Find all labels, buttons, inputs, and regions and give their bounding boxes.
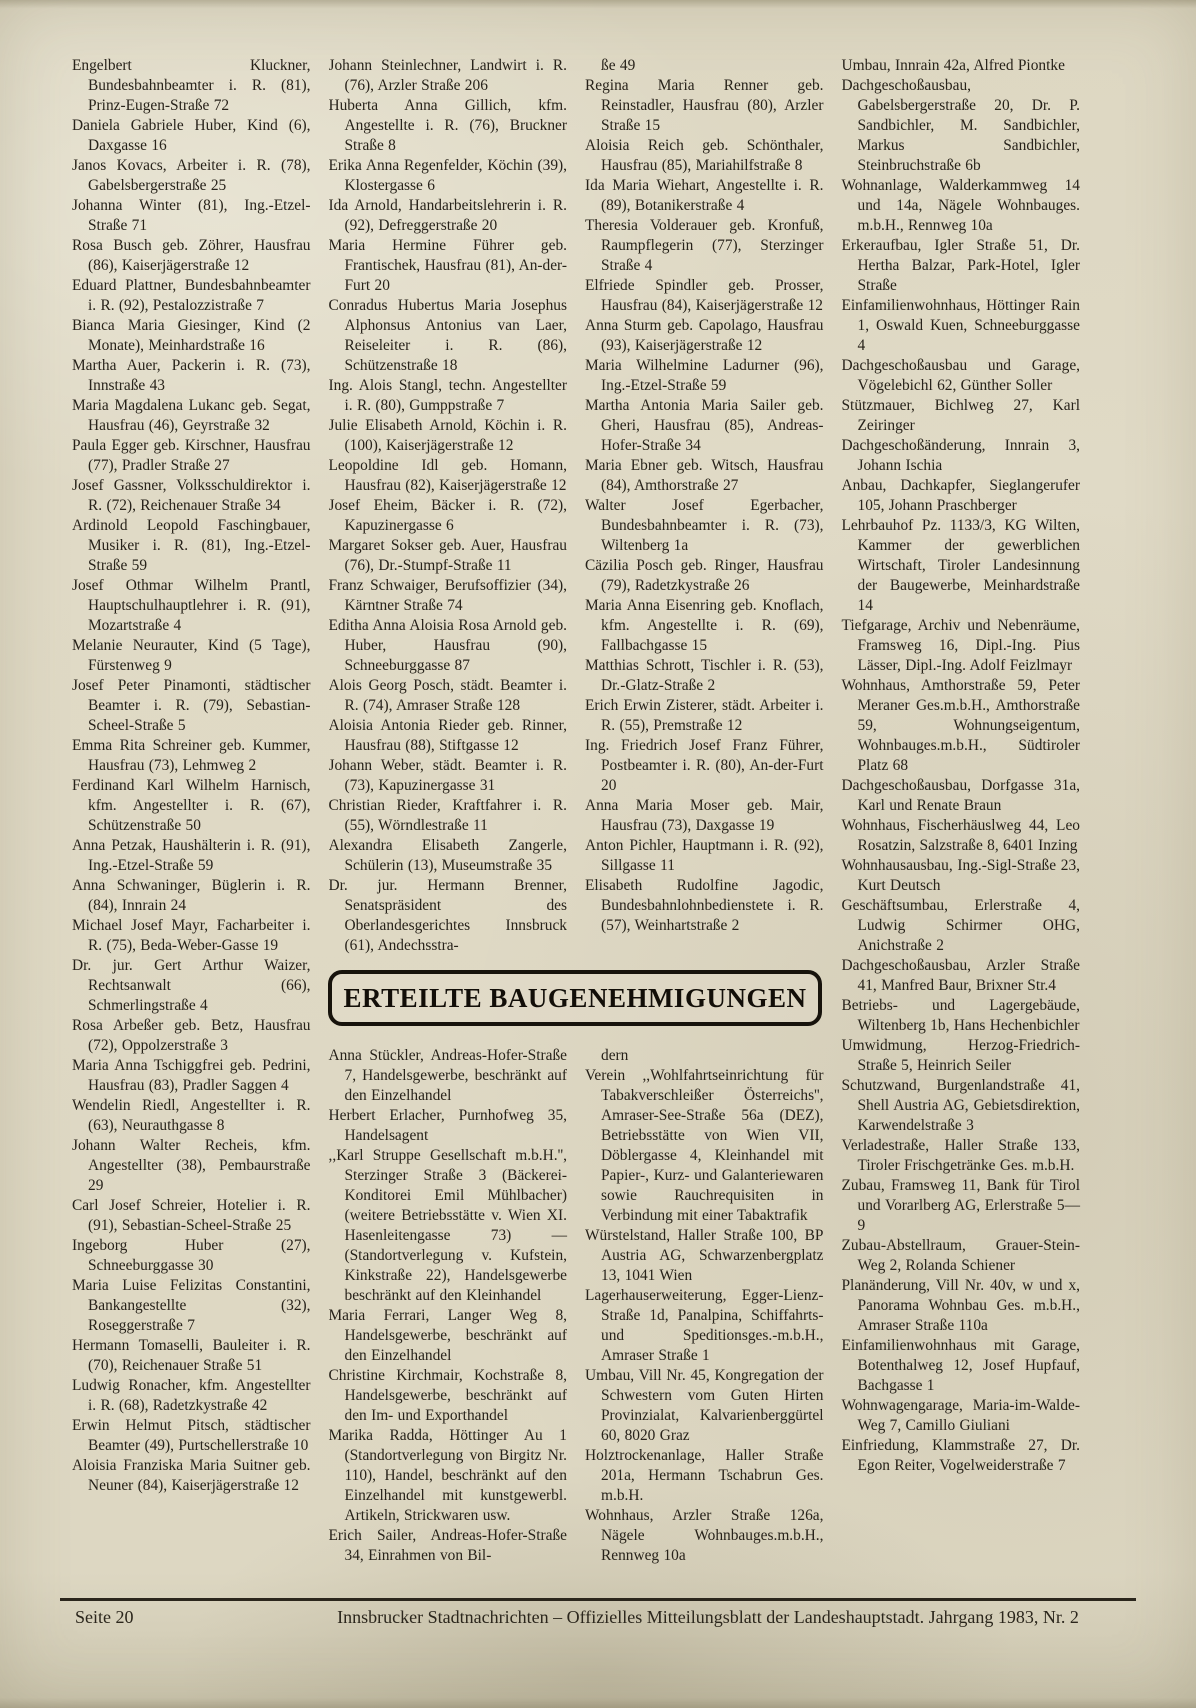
registry-record: Huberta Anna Gillich, kfm. Angestellte i. R. (76), Bruckner Straße 8	[328, 97, 567, 154]
registry-record: Editha Anna Aloisia Rosa Arnold geb. Huber, Hausfrau (90), Schneeburggasse 87	[328, 617, 567, 674]
registry-record: Anna Sturm geb. Capolago, Hausfrau (93), Kaiserjägerstraße 12	[585, 317, 824, 354]
registry-record: Anna Maria Moser geb. Mair, Hausfrau (73), Daxgasse 19	[585, 797, 824, 834]
registry-record: Maria Luise Felizitas Constantini, Bankangestellte (32), Roseggerstraße 7	[72, 1277, 311, 1334]
registry-record: Leopoldine Idl geb. Homann, Hausfrau (82), Kaiserjägerstraße 12	[328, 457, 567, 494]
building-permit-record: Lagerhauserweiterung, Egger-Lienz-Straße 1d, Panalpina, Schiffahrts- und Speditionsges.-m.b.H., Amraser Straße 1	[585, 1287, 824, 1364]
registry-record: Christian Rieder, Kraftfahrer i. R. (55), Wörndlestraße 11	[328, 797, 567, 834]
registry-record: Martha Antonia Maria Sailer geb. Gheri, Hausfrau (85), Andreas-Hofer-Straße 34	[585, 397, 824, 454]
registry-record: Erwin Helmut Pitsch, städtischer Beamter (49), Purtschellerstraße 10	[72, 1417, 311, 1454]
building-permit-record: dern	[601, 1047, 629, 1064]
column-2-permits	[329, 1046, 568, 1566]
registry-record: Anton Pichler, Hauptmann i. R. (92), Sillgasse 11	[585, 837, 824, 874]
registry-record: Regina Maria Renner geb. Reinstadler, Hausfrau (80), Arzler Straße 15	[585, 77, 824, 134]
registry-record: Aloisia Reich geb. Schönthaler, Hausfrau (85), Mariahilfstraße 8	[585, 137, 824, 174]
registry-record: Johann Walter Recheis, kfm. Angestellter (38), Pembaurstraße 29	[72, 1137, 311, 1194]
registry-record: Johann Weber, städt. Beamter i. R. (73), Kapuzinergasse 31	[328, 757, 567, 794]
registry-record: Bianca Maria Giesinger, Kind (2 Monate), Meinhardstraße 16	[72, 317, 311, 354]
registry-record: Melanie Neurauter, Kind (5 Tage), Fürstenweg 9	[72, 637, 311, 674]
building-permit-record: Anna Stückler, Andreas-Hofer-Straße 7, Handelsgewerbe, beschränkt auf den Einzelhandel	[328, 1047, 567, 1104]
registry-record: Carl Josef Schreier, Hotelier i. R. (91), Sebastian-Scheel-Straße 25	[72, 1197, 311, 1234]
building-permit-record: Maria Ferrari, Langer Weg 8, Handelsgewerbe, beschränkt auf den Einzelhandel	[328, 1307, 567, 1364]
registry-record: Daniela Gabriele Huber, Kind (6), Daxgasse 16	[72, 117, 311, 154]
building-permit-record: Wohnhausausbau, Ing.-Sigl-Straße 23, Kurt Deutsch	[841, 857, 1080, 894]
section-heading-title: ERTEILTE BAUGENEHMIGUNGEN	[343, 982, 807, 1013]
registry-record: Josef Othmar Wilhelm Prantl, Hauptschulhauptlehrer i. R. (91), Mozartstraße 4	[72, 577, 311, 634]
registry-record: Hermann Tomaselli, Bauleiter i. R. (70), Reichenauer Straße 51	[72, 1337, 311, 1374]
registry-record: Ludwig Ronacher, kfm. Angestellter i. R. (68), Radetzkystraße 42	[72, 1377, 311, 1414]
building-permit-record: Dachgeschoßausbau und Garage, Vögelebichl 62, Günther Soller	[841, 357, 1080, 394]
building-permit-record: Dachgeschoßausbau, Gabelsbergerstraße 20, Dr. P. Sandbichler, M. Sandbichler, Markus Sandbichler, Steinbruchstraße 6b	[841, 77, 1080, 174]
building-permit-record: Wohnhaus, Arzler Straße 126a, Nägele Wohnbauges.m.b.H., Rennweg 10a	[585, 1507, 824, 1564]
building-permit-record: Stützmauer, Bichlweg 27, Karl Zeiringer	[841, 397, 1080, 434]
column-3	[585, 56, 824, 1566]
registry-record: Ing. Alois Stangl, techn. Angestellter i. R. (80), Gumppstraße 7	[328, 377, 567, 414]
building-permit-record: ,,Karl Struppe Gesellschaft m.b.H.'', Sterzinger Straße 3 (Bäckerei-Konditorei Emil Mühlbacher) (weitere Betriebsstätte v. Wien XI. Hasenleitengasse 73) — (Standortverlegung v. Kufstein, Kinkstraße 22), Handelsgewerbe beschränkt auf den Kleinhandel	[328, 1147, 567, 1304]
building-permit-record: Umwidmung, Herzog-Friedrich-Straße 5, Heinrich Seiler	[841, 1037, 1080, 1074]
building-permit-record: Wohnhaus, Amthorstraße 59, Peter Meraner Ges.m.b.H., Amthorstraße 59, Wohnungseigentum, Wohnbauges.m.b.H., Südtiroler Platz 68	[841, 677, 1080, 774]
column-1-registry	[72, 56, 311, 1566]
building-permit-record: Planänderung, Vill Nr. 40v, w und x, Panorama Wohnbau Ges. m.b.H., Amraser Straße 110a	[841, 1277, 1080, 1334]
registry-record: Ferdinand Karl Wilhelm Harnisch, kfm. Angestellter i. R. (67), Schützenstraße 50	[72, 777, 311, 834]
section-heading-box	[328, 970, 822, 1026]
registry-record: Josef Eheim, Bäcker i. R. (72), Kapuzinergasse 6	[328, 497, 567, 534]
building-permit-record: Dachgeschoßausbau, Dorfgasse 31a, Karl und Renate Braun	[841, 777, 1080, 814]
registry-record: Maria Anna Tschiggfrei geb. Pedrini, Hausfrau (83), Pradler Saggen 4	[72, 1057, 311, 1094]
registry-record: Maria Wilhelmine Ladurner (96), Ing.-Etzel-Straße 59	[585, 357, 824, 394]
column-2-registry	[329, 56, 568, 956]
registry-record: Dr. jur. Hermann Brenner, Senatspräsident des Oberlandesgerichtes Innsbruck (61), Andechsstra-	[328, 877, 567, 954]
building-permit-record: Umbau, Vill Nr. 45, Kongregation der Schwestern vom Guten Hirten Provinzialat, Kalvarienberggürtel 60, 8020 Graz	[585, 1367, 824, 1444]
registry-record: Paula Egger geb. Kirschner, Hausfrau (77), Pradler Straße 27	[72, 437, 311, 474]
building-permit-record: Betriebs- und Lagergebäude, Wiltenberg 1b, Hans Hechenbichler	[841, 997, 1080, 1034]
registry-record: Alexandra Elisabeth Zangerle, Schülerin (13), Museumstraße 35	[328, 837, 567, 874]
building-permit-record: Zubau, Framsweg 11, Bank für Tirol und Vorarlberg AG, Erlerstraße 5—9	[841, 1177, 1080, 1234]
footer-rule	[60, 1598, 1136, 1601]
registry-record: Franz Schwaiger, Berufsoffizier (34), Kärntner Straße 74	[328, 577, 567, 614]
registry-record: Theresia Volderauer geb. Kronfuß, Raumpflegerin (77), Sterzinger Straße 4	[585, 217, 824, 274]
building-permit-record: Erich Sailer, Andreas-Hofer-Straße 34, Einrahmen von Bil-	[328, 1527, 567, 1564]
footer-masthead-text: Innsbrucker Stadtnachrichten – Offizielles Mitteilungsblatt der Landeshauptstadt. Jahrgang 1983, Nr. 2	[337, 1607, 1079, 1627]
registry-record: Emma Rita Schreiner geb. Kummer, Hausfrau (73), Lehmweg 2	[72, 737, 311, 774]
registry-record: Maria Hermine Führer geb. Frantischek, Hausfrau (81), An-der-Furt 20	[328, 237, 567, 294]
page-footer	[60, 1607, 1136, 1628]
registry-record: Ida Arnold, Handarbeitslehrerin i. R. (92), Defreggerstraße 20	[328, 197, 567, 234]
registry-record: Johann Steinlechner, Landwirt i. R. (76), Arzler Straße 206	[328, 57, 567, 94]
registry-record: Rosa Busch geb. Zöhrer, Hausfrau (86), Kaiserjägerstraße 12	[72, 237, 311, 274]
registry-record: Martha Auer, Packerin i. R. (73), Innstraße 43	[72, 357, 311, 394]
registry-record: Michael Josef Mayr, Facharbeiter i. R. (75), Beda-Weber-Gasse 19	[72, 917, 311, 954]
registry-record: Janos Kovacs, Arbeiter i. R. (78), Gabelsbergerstraße 25	[72, 157, 311, 194]
registry-record: Cäzilia Posch geb. Ringer, Hausfrau (79), Radetzkystraße 26	[585, 557, 824, 594]
building-permit-record: Einfamilienwohnhaus, Höttinger Rain 1, Oswald Kuen, Schneeburggasse 4	[841, 297, 1080, 354]
column-layout	[72, 56, 1080, 1566]
building-permit-record: Christine Kirchmair, Kochstraße 8, Handelsgewerbe, beschränkt auf den Im- und Exporthandel	[328, 1367, 567, 1424]
registry-record: Margaret Sokser geb. Auer, Hausfrau (76), Dr.-Stumpf-Straße 11	[328, 537, 567, 574]
building-permit-record: Wohnwagengarage, Maria-im-Walde-Weg 7, Camillo Giuliani	[841, 1397, 1080, 1434]
registry-record: Rosa Arbeßer geb. Betz, Hausfrau (72), Oppolzerstraße 3	[72, 1017, 311, 1054]
registry-record: Alois Georg Posch, städt. Beamter i. R. (74), Amraser Straße 128	[328, 677, 567, 714]
building-permit-record: Dachgeschoßänderung, Innrain 3, Johann Ischia	[841, 437, 1080, 474]
building-permit-record: Umbau, Innrain 42a, Alfred Piontke	[841, 57, 1065, 74]
registry-record: Maria Anna Eisenring geb. Knoflach, kfm. Angestellte i. R. (69), Fallbachgasse 15	[585, 597, 824, 654]
registry-record: ße 49	[601, 57, 636, 74]
registry-record: Conradus Hubertus Maria Josephus Alphonsus Antonius van Laer, Reiseleiter i. R. (86), Schützenstraße 18	[328, 297, 567, 374]
building-permit-record: Verein ,,Wohlfahrtseinrichtung für Tabakverschleißer Österreichs'', Amraser-See-Straße 56a (DEZ), Betriebsstätte von Wien VII, Döblergasse 4, Kleinhandel mit Papier-, Kurz- und Galanteriewaren sowie Rauchrequisiten in Verbindung mit einer Tabaktrafik	[585, 1067, 824, 1224]
building-permit-record: Erkeraufbau, Igler Straße 51, Dr. Hertha Balzar, Park-Hotel, Igler Straße	[841, 237, 1080, 294]
registry-record: Walter Josef Egerbacher, Bundesbahnbeamter i. R. (73), Wiltenberg 1a	[585, 497, 824, 554]
registry-record: Erich Erwin Zisterer, städt. Arbeiter i. R. (55), Premstraße 12	[585, 697, 824, 734]
page-number-label: Seite 20	[75, 1607, 134, 1627]
registry-record: Dr. jur. Gert Arthur Waizer, Rechtsanwalt (66), Schmerlingstraße 4	[72, 957, 311, 1014]
column-4-permits	[842, 56, 1081, 1566]
registry-record: Ardinold Leopold Faschingbauer, Musiker i. R. (81), Ing.-Etzel-Straße 59	[72, 517, 311, 574]
registry-record: Elisabeth Rudolfine Jagodic, Bundesbahnlohnbedienstete i. R. (57), Weinhartstraße 2	[585, 877, 824, 934]
building-permit-record: Zubau-Abstellraum, Grauer-Stein-Weg 2, Rolanda Schiener	[841, 1237, 1080, 1274]
registry-record: Josef Gassner, Volksschuldirektor i. R. (72), Reichenauer Straße 34	[72, 477, 311, 514]
registry-record: Anna Schwaninger, Büglerin i. R. (84), Innrain 24	[72, 877, 311, 914]
building-permit-record: Geschäftsumbau, Erlerstraße 4, Ludwig Schirmer OHG, Anichstraße 2	[841, 897, 1080, 954]
building-permit-record: Tiefgarage, Archiv und Nebenräume, Framsweg 16, Dipl.-Ing. Pius Lässer, Dipl.-Ing. Adolf Feizlmayr	[841, 617, 1080, 674]
building-permit-record: Dachgeschoßausbau, Arzler Straße 41, Manfred Baur, Brixner Str.4	[841, 957, 1080, 994]
column-3-registry	[585, 56, 824, 956]
building-permit-record: Wohnhaus, Fischerhäuslweg 44, Leo Rosatzin, Salzstraße 8, 6401 Inzing	[841, 817, 1080, 854]
building-permit-record: Wohnanlage, Walderkammweg 14 und 14a, Nägele Wohnbauges. m.b.H., Rennweg 10a	[841, 177, 1080, 234]
registry-record: Josef Peter Pinamonti, städtischer Beamter i. R. (79), Sebastian-Scheel-Straße 5	[72, 677, 311, 734]
registry-record: Johanna Winter (81), Ing.-Etzel-Straße 71	[72, 197, 311, 234]
building-permit-record: Schutzwand, Burgenlandstraße 41, Shell Austria AG, Gebietsdirektion, Karwendelstraße 3	[841, 1077, 1080, 1134]
registry-record: Engelbert Kluckner, Bundesbahnbeamter i. R. (81), Prinz-Eugen-Straße 72	[72, 57, 311, 114]
building-permit-record: Holztrockenanlage, Haller Straße 201a, Hermann Tschabrun Ges. m.b.H.	[585, 1447, 824, 1504]
registry-record: Elfriede Spindler geb. Prosser, Hausfrau (84), Kaiserjägerstraße 12	[585, 277, 824, 314]
building-permit-record: Einfamilienwohnhaus mit Garage, Botenthalweg 12, Josef Hupfauf, Bachgasse 1	[841, 1337, 1080, 1394]
registry-record: Wendelin Riedl, Angestellter i. R. (63), Neurauthgasse 8	[72, 1097, 311, 1134]
registry-record: Maria Magdalena Lukanc geb. Segat, Hausfrau (46), Geyrstraße 32	[72, 397, 311, 434]
registry-record: Ida Maria Wiehart, Angestellte i. R. (89), Botanikerstraße 4	[585, 177, 824, 214]
registry-record: Anna Petzak, Haushälterin i. R. (91), Ing.-Etzel-Straße 59	[72, 837, 311, 874]
registry-record: Matthias Schrott, Tischler i. R. (53), Dr.-Glatz-Straße 2	[585, 657, 824, 694]
registry-record: Ing. Friedrich Josef Franz Führer, Postbeamter i. R. (80), An-der-Furt 20	[585, 737, 824, 794]
column-2	[329, 56, 568, 1566]
registry-record: Eduard Plattner, Bundesbahnbeamter i. R. (92), Pestalozzistraße 7	[72, 277, 311, 314]
registry-record: Erika Anna Regenfelder, Köchin (39), Klostergasse 6	[328, 157, 567, 194]
building-permit-record: Lehrbauhof Pz. 1133/3, KG Wilten, Kammer der gewerblichen Wirtschaft, Tiroler Landesinnung der Baugewerbe, Meinhardstraße 14	[841, 517, 1080, 614]
building-permit-record: Marika Radda, Höttinger Au 1 (Standortverlegung von Birgitz Nr. 110), Handel, beschränkt auf den Einzelhandel mit kunstgewerbl. Artikeln, Strickwaren usw.	[328, 1427, 567, 1524]
registry-record: Aloisia Antonia Rieder geb. Rinner, Hausfrau (88), Stiftgasse 12	[328, 717, 567, 754]
registry-record: Maria Ebner geb. Witsch, Hausfrau (84), Amthorstraße 27	[585, 457, 824, 494]
registry-record: Ingeborg Huber (27), Schneeburggasse 30	[72, 1237, 311, 1274]
building-permit-record: Herbert Erlacher, Purnhofweg 35, Handelsagent	[328, 1107, 567, 1144]
registry-record: Aloisia Franziska Maria Suitner geb. Neuner (84), Kaiserjägerstraße 12	[72, 1457, 311, 1494]
building-permit-record: Verladestraße, Haller Straße 133, Tiroler Frischgetränke Ges. m.b.H.	[841, 1137, 1080, 1174]
building-permit-record: Würstelstand, Haller Straße 100, BP Austria AG, Schwarzenbergplatz 13, 1041 Wien	[585, 1227, 824, 1284]
building-permit-record: Einfriedung, Klammstraße 27, Dr. Egon Reiter, Vogelweiderstraße 7	[841, 1437, 1080, 1474]
building-permit-record: Anbau, Dachkapfer, Sieglangerufer 105, Johann Praschberger	[841, 477, 1080, 514]
column-3-permits	[585, 1046, 824, 1566]
registry-record: Julie Elisabeth Arnold, Köchin i. R. (100), Kaiserjägerstraße 12	[328, 417, 567, 454]
